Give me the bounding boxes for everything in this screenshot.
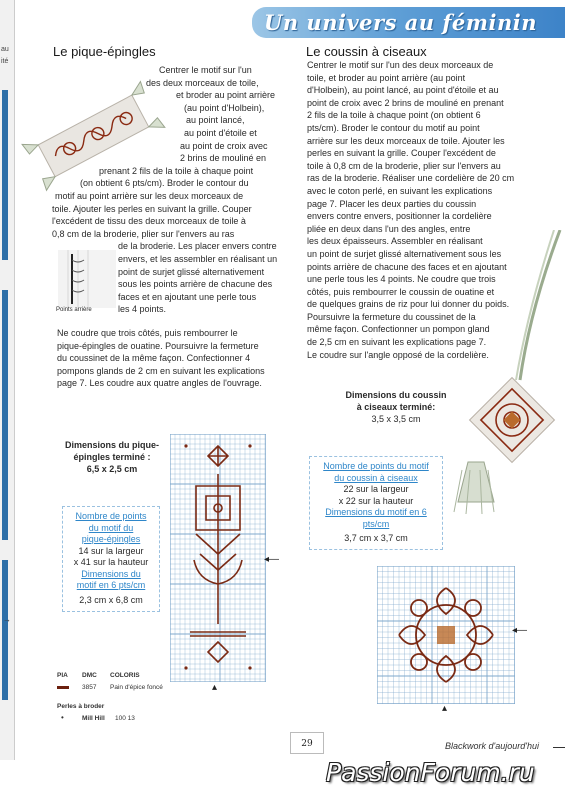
text-line: toile à 0,8 cm de la broderie, plier sur l'envers au <box>307 160 501 171</box>
pincushion-chart <box>170 434 266 682</box>
text-line: d'Holbein), au point lancé, au point d'étoile et au <box>307 85 499 96</box>
stitch-height: x 41 sur la hauteur <box>73 557 149 567</box>
text-line: au point de croix avec <box>180 140 268 151</box>
spine-tab <box>2 90 8 260</box>
text-line: (au point d'Holbein), <box>184 102 265 113</box>
text-line: de quelques grains de riz pour lui donner du poids. <box>307 299 510 310</box>
backstitch-caption: Points arrière <box>56 307 92 313</box>
header-banner <box>252 7 565 38</box>
cushion-chart <box>377 566 515 704</box>
text-line: Poursuivre la fermeture du coussinet de la <box>307 311 476 322</box>
pincushion-stitch-info <box>62 506 160 612</box>
stitch-count-label: du motif du <box>88 522 134 533</box>
spine-tab <box>2 560 8 700</box>
pincushion-dimensions <box>57 439 167 475</box>
page-number: 29 <box>290 732 324 754</box>
legend-header: DMC <box>82 672 97 679</box>
dim-line: Dimensions du pique- <box>64 440 159 450</box>
text-line: les deux épaisseurs. Assembler en réalisant <box>307 236 483 247</box>
dim-value: 2,3 cm x 6,8 cm <box>79 594 143 605</box>
text-line: pts/cm). Broder le contour du motif au point <box>307 122 480 133</box>
chart-center-bead <box>437 626 455 644</box>
stitch-width: 14 sur la largeur <box>78 545 144 556</box>
left-body-text-2 <box>57 327 297 390</box>
text-line: les 4 points. <box>118 304 167 315</box>
text-line: envers, et les assembler en réalisant un <box>118 253 278 264</box>
text-line: toile, et broder au point arrière (au point <box>307 72 466 83</box>
text-line: perles en suivant la grille. Couper l'excédent de <box>307 148 496 159</box>
legend-bead-brand: Mill Hill <box>82 715 105 722</box>
dim-value: 3,7 cm x 3,7 cm <box>344 533 408 543</box>
arrow-up-icon: ▴ <box>212 682 218 693</box>
dim-label: Dimensions du motif en 6 <box>325 507 427 517</box>
backstitch-diagram <box>58 250 116 308</box>
text-line: point de croix avec 2 brins de mouliné en prenant <box>307 97 504 108</box>
legend-dmc: 3857 <box>82 684 97 691</box>
text-line: page 7. Placer les deux parties du coussin <box>307 198 477 209</box>
text-line: prenant 2 fils de la toile à chaque point <box>99 165 254 176</box>
text-line: toile. Ajouter les perles en suivant la grille. Couper <box>52 203 252 214</box>
text-line: 2 brins de mouliné en <box>180 153 267 164</box>
legend-header: PIA <box>57 672 68 679</box>
arrow-up-icon: ▴ <box>442 703 448 714</box>
text-line: motif au point arrière sur les deux morceaux de <box>55 190 244 201</box>
section-title-pique-epingles: Le pique-épingles <box>53 44 156 59</box>
text-line: pique-épingles de ouatine. Poursuivre la fermeture <box>57 340 259 351</box>
color-legend <box>57 672 167 734</box>
text-line: sous les points arrière de chacune des <box>118 279 273 290</box>
text-line: du coussinet de la même façon. Confectionner 4 <box>57 353 251 364</box>
spine-tab <box>2 290 8 540</box>
color-swatch <box>57 686 69 689</box>
stitch-width: 22 sur la largeur <box>343 484 409 494</box>
text-line: de la broderie. Les placer envers contre <box>118 241 277 252</box>
dim-line: à ciseaux terminé: <box>356 402 436 412</box>
text-line: points arrière de chacune des faces et en ajoutant <box>307 261 507 272</box>
text-line: un point de surjet glissé alternativement sous les <box>307 248 502 259</box>
dim-label: Dimensions du <box>81 568 141 579</box>
text-line: pliée en deux dans l'un des angles, entre <box>307 223 471 234</box>
watermark: PassionForum.ru <box>326 758 535 787</box>
stitch-count-label: Nombre de points <box>75 511 147 521</box>
text-line: au point lancé, <box>186 115 245 126</box>
legend-beads-title: Perles à broder <box>57 703 105 710</box>
spine-word: au <box>1 46 9 53</box>
text-line: arrière sur les deux morceaux de toile. Ajouter les <box>307 135 505 146</box>
text-line: une perle tous les 4 points. Ne coudre que trois <box>307 274 496 285</box>
legend-bead-ref: 100 13 <box>115 715 135 722</box>
dim-line: Dimensions du coussin <box>345 390 447 400</box>
dim-label: pts/cm <box>362 518 390 529</box>
text-line: l'excédent de tissu des deux morceaux de toile à <box>52 216 246 227</box>
arrow-left-icon: ◂— <box>264 554 280 565</box>
cushion-stitch-info <box>309 456 443 550</box>
spine-word: ité <box>1 58 9 65</box>
text-line: Centrer le motif sur l'un <box>159 65 252 75</box>
text-line: des deux morceaux de toile, <box>146 77 259 88</box>
text-line: point de surjet glissé alternativement <box>118 266 265 277</box>
legend-color-name: Pain d'épice foncé <box>110 684 163 691</box>
stitch-height: x 22 sur la hauteur <box>338 495 414 506</box>
text-line: envers contre envers, positionner la cordelière <box>307 211 492 222</box>
text-line: pompons glands de 2 cm en suivant les explications <box>57 365 265 376</box>
text-line: avec le coton perlé, en suivant les explications <box>307 185 493 196</box>
stitch-count-label: Nombre de points du motif <box>323 461 429 471</box>
arrow-right-icon: → <box>3 615 11 624</box>
dim-value: 6,5 x 2,5 cm <box>86 464 138 474</box>
magazine-title: Blackwork d'aujourd'hui <box>445 741 539 751</box>
text-line: faces et en ajoutant une perle tous <box>118 291 257 302</box>
text-line: (on obtient 6 pts/cm). Broder le contour du <box>80 178 249 189</box>
stitch-count-label: pique-épingles <box>81 534 141 544</box>
legend-header: COLORIS <box>110 672 140 679</box>
bead-symbol: • <box>61 713 64 722</box>
text-line: 0,8 cm de la broderie, plier sur l'envers au ras <box>52 228 235 239</box>
dim-value: 3,5 x 3,5 cm <box>371 414 421 424</box>
scissors-cushion-photo <box>440 230 565 530</box>
stitch-count-label: du coussin à ciseaux <box>334 472 418 483</box>
text-line: de 2,5 cm en suivant les explications page 7. <box>307 337 487 348</box>
banner-title: Un univers au féminin <box>264 10 537 35</box>
text-line: ras de la broderie. Réaliser une cordelière de 20 cm <box>307 173 515 184</box>
dim-label: motif en 6 pts/cm <box>76 580 146 590</box>
dim-line: épingles terminé : <box>73 452 151 462</box>
text-line: page 7. Les coudre aux quatre angles de l'ouvrage. <box>57 378 262 389</box>
text-line: au point d'étoile et <box>184 127 257 138</box>
text-line: 2 fils de la toile à chaque point (on obtient 6 <box>307 110 481 121</box>
text-line: même façon. Confectionner un pompon gland <box>307 324 490 335</box>
text-line: et broder au point arrière <box>176 90 276 101</box>
text-line: Centrer le motif sur l'un des deux morceaux de <box>307 60 494 70</box>
section-title-coussin: Le coussin à ciseaux <box>306 44 427 59</box>
binding-strip <box>0 0 15 760</box>
text-line: Ne coudre que trois côtés, puis rembourrer le <box>57 328 238 338</box>
cushion-dimensions <box>340 389 452 425</box>
text-line: Le coudre sur l'angle opposé de la cordelière. <box>307 349 489 360</box>
footer-rule <box>553 747 565 748</box>
arrow-left-icon: ◂— <box>512 625 528 636</box>
text-line: côtés, puis rembourrer le coussin de ouatine et <box>307 286 495 297</box>
